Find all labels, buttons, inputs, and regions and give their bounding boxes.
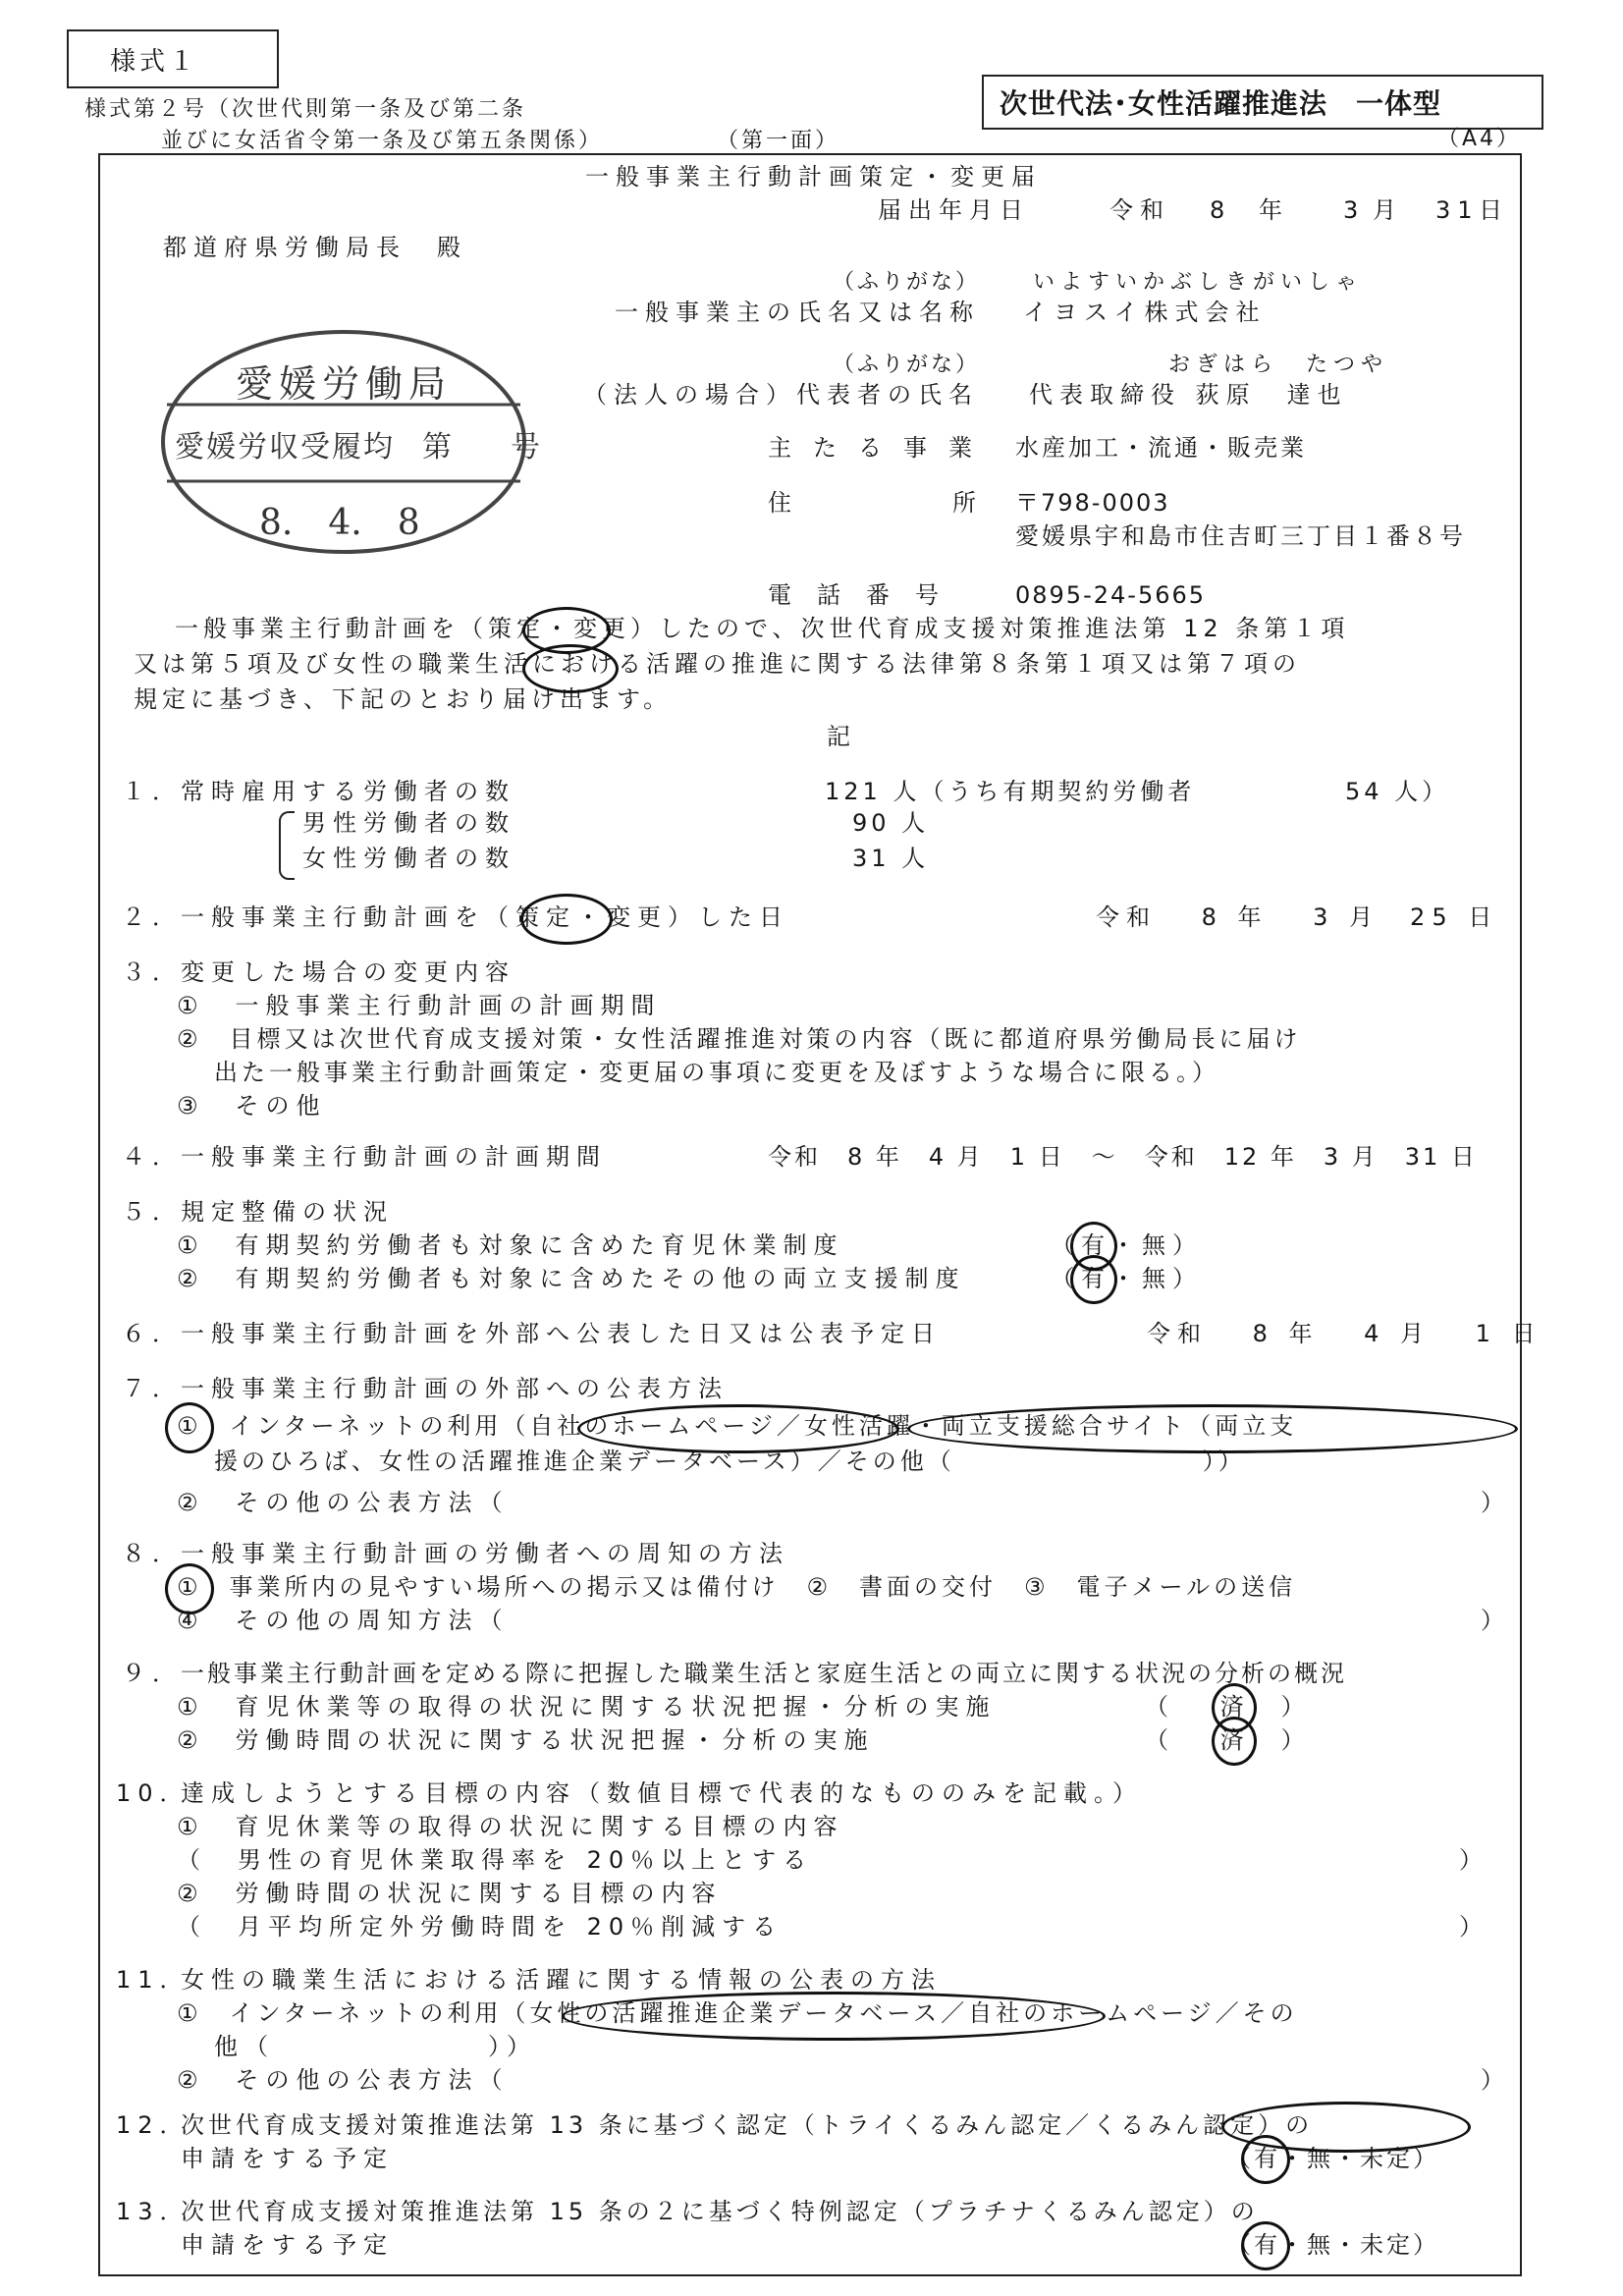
item13-number: 13． bbox=[116, 2198, 190, 2225]
form-number-line2: 並びに女活省令第一条及び第五条関係） bbox=[161, 129, 604, 153]
item10-option2: ② 労働時間の状況に関する目標の内容 bbox=[177, 1880, 723, 1907]
stamp-date: 8. 4. 8 bbox=[259, 503, 420, 543]
item9-option1-value: （ 済 ） bbox=[1145, 1693, 1312, 1721]
item7-option2-end: ） bbox=[1481, 1489, 1511, 1516]
postal-code: 〒798-0003 bbox=[1015, 489, 1170, 517]
law-type-label: 次世代法･女性活躍推進法 一体型 bbox=[1000, 87, 1442, 120]
item10-option1-detail: （ 男性の育児休業取得率を 20％以上とする bbox=[177, 1846, 814, 1874]
item1-male-label: 男性労働者の数 bbox=[302, 809, 515, 837]
item12-number: 12． bbox=[116, 2111, 190, 2139]
item11-number: 11． bbox=[116, 1966, 190, 1994]
item11-option2-end: ） bbox=[1481, 2066, 1511, 2094]
phone-label: 電話番号 bbox=[768, 581, 964, 609]
item5-number: ５． bbox=[122, 1198, 183, 1226]
item7-option2: ② その他の公表方法（ bbox=[177, 1489, 510, 1516]
form-number-line1: 様式第２号（次世代則第一条及び第二条 bbox=[84, 97, 527, 122]
item10-option2-detail: （ 月平均所定外労働時間を 20％削減する bbox=[177, 1913, 784, 1941]
item9-label: 一般事業主行動計画を定める際に把握した職業生活と家庭生活との両立に関する状況の分析の概況 bbox=[181, 1660, 1347, 1687]
item1-female: 31 人 bbox=[852, 845, 930, 872]
page-label: （第一面） bbox=[717, 129, 840, 153]
item9-option2: ② 労働時間の状況に関する状況把握・分析の実施 bbox=[177, 1726, 875, 1754]
item9-option1: ① 育児休業等の取得の状況に関する状況把握・分析の実施 bbox=[177, 1693, 997, 1721]
date-year: 8 bbox=[1210, 196, 1232, 224]
item13-label-b: 申請をする予定 bbox=[181, 2231, 394, 2259]
item5-option2-value: （有・無） bbox=[1051, 1265, 1203, 1292]
date-day: 31 bbox=[1435, 196, 1480, 224]
item10-option2-end: ） bbox=[1459, 1913, 1489, 1941]
date-label: 届出年月日 bbox=[878, 196, 1030, 224]
name-furigana-label: （ふりがな） bbox=[833, 270, 981, 295]
stamp-middle-text: 愛媛労収受履均 bbox=[175, 430, 395, 465]
item8-option4-end: ） bbox=[1481, 1607, 1511, 1634]
item6-number: ６． bbox=[122, 1320, 183, 1347]
name-label: 一般事業主の氏名又は名称 bbox=[615, 299, 980, 326]
item3-option2b: 出た一般事業主行動計画策定・変更届の事項に変更を及ぼすような場合に限る。） bbox=[214, 1059, 1219, 1086]
item6-date: 令和 8 年 4 月 1 日 bbox=[1147, 1320, 1542, 1347]
document-title: 一般事業主行動計画策定・変更届 bbox=[585, 163, 1042, 191]
company-name: イヨスイ株式会社 bbox=[1023, 299, 1267, 326]
item2-date: 令和 8 年 3 月 25 日 bbox=[1096, 903, 1499, 931]
item10-option1-end: ） bbox=[1459, 1846, 1489, 1874]
intro-line1: 一般事業主行動計画を（策定・変更）したので、次世代育成支援対策推進法第 12 条第１項 bbox=[175, 615, 1350, 642]
intro-line3: 規定に基づき、下記のとおり届け出ます。 bbox=[134, 685, 673, 713]
date-year-unit: 年 bbox=[1259, 196, 1289, 224]
item7-label: 一般事業主行動計画の外部への公表方法 bbox=[181, 1375, 729, 1402]
item6-label: 一般事業主行動計画を外部へ公表した日又は公表予定日 bbox=[181, 1320, 942, 1347]
item7-option1a: ① インターネットの利用（自社のホームページ／女性活躍・両立支援総合サイト（両立支 bbox=[177, 1412, 1298, 1440]
reception-stamp bbox=[157, 324, 540, 560]
item1-male: 90 人 bbox=[852, 809, 930, 837]
item9-number: ９． bbox=[122, 1660, 183, 1687]
item3-option2a: ② 目標又は次世代育成支援対策・女性活躍推進対策の内容（既に都道府県労働局長に届け bbox=[177, 1025, 1302, 1053]
form-tag: 様式１ bbox=[110, 47, 199, 77]
date-month: 3 bbox=[1343, 196, 1366, 224]
rep-furigana-label: （ふりがな） bbox=[833, 353, 981, 377]
item1-label: 常時雇用する労働者の数 bbox=[181, 778, 515, 805]
stamp-top-text: 愛媛労働局 bbox=[236, 362, 453, 406]
address-label-1: 住 bbox=[768, 489, 798, 517]
item13-label-a: 次世代育成支援対策推進法第 15 条の２に基づく特例認定（プラチナくるみん認定）の bbox=[181, 2198, 1259, 2225]
item4-label: 一般事業主行動計画の計画期間 bbox=[181, 1143, 607, 1171]
rep-label: （法人の場合）代表者の氏名 bbox=[583, 381, 979, 409]
item12-value: （有・無・未定） bbox=[1227, 2145, 1439, 2172]
date-day-unit: 日 bbox=[1479, 196, 1509, 224]
intro-line2: 又は第５項及び女性の職業生活における活躍の推進に関する法律第８条第１項又は第７項の bbox=[134, 650, 1301, 678]
item3-label: 変更した場合の変更内容 bbox=[181, 958, 515, 986]
item10-option1: ① 育児休業等の取得の状況に関する目標の内容 bbox=[177, 1813, 844, 1840]
item1-total: 121 人（うち有期契約労働者 bbox=[825, 778, 1196, 805]
date-era: 令和 bbox=[1109, 196, 1170, 224]
business: 水産加工・流通・販売業 bbox=[1015, 434, 1307, 462]
rep-name: 代表取締役 荻原 達也 bbox=[1029, 381, 1348, 409]
item8-option1: ① 事業所内の見やすい場所への掲示又は備付け ② 書面の交付 ③ 電子メールの送信 bbox=[177, 1573, 1297, 1601]
rep-furigana: おぎはら たつや bbox=[1168, 353, 1389, 377]
item8-number: ８． bbox=[122, 1540, 183, 1567]
item11-option1b: 他（ ）） bbox=[214, 2033, 537, 2060]
item11-option2: ② その他の公表方法（ bbox=[177, 2066, 510, 2094]
item5-option1-value: （有・無） bbox=[1051, 1231, 1203, 1259]
item4-period: 令和 8 年 4 月 1 日 ～ 令和 12 年 3 月 31 日 bbox=[768, 1143, 1478, 1171]
item11-option1a: ① インターネットの利用（女性の活躍推進企業データベース／自社のホームページ／その bbox=[177, 1999, 1298, 2027]
item11-label: 女性の職業生活における活躍に関する情報の公表の方法 bbox=[181, 1966, 942, 1994]
address-label-2: 所 bbox=[952, 489, 983, 517]
date-month-unit: 月 bbox=[1373, 196, 1403, 224]
item8-label: 一般事業主行動計画の労働者への周知の方法 bbox=[181, 1540, 789, 1567]
item2-label: 一般事業主行動計画を（策定・変更）した日 bbox=[181, 903, 789, 931]
item2-number: ２． bbox=[122, 903, 183, 931]
item7-option1b: 援のひろば、女性の活躍推進企業データベース）／その他（ ）） bbox=[214, 1448, 1246, 1475]
item5-option1: ① 有期契約労働者も対象に含めた育児休業制度 bbox=[177, 1231, 844, 1259]
item10-number: 10． bbox=[116, 1779, 190, 1807]
item9-option2-value: （ 済 ） bbox=[1145, 1726, 1312, 1754]
item1-bracket bbox=[279, 811, 295, 880]
item8-option4: ④ その他の周知方法（ bbox=[177, 1607, 510, 1634]
item4-number: ４． bbox=[122, 1143, 183, 1171]
stamp-number-text: 第 号 bbox=[422, 430, 540, 465]
phone: 0895-24-5665 bbox=[1015, 581, 1207, 609]
addressee: 都道府県労働局長 殿 bbox=[163, 234, 467, 261]
item1-female-label: 女性労働者の数 bbox=[302, 845, 515, 872]
item10-label: 達成しようとする目標の内容（数値目標で代表的なもののみを記載。） bbox=[181, 1779, 1143, 1807]
item3-number: ３． bbox=[122, 958, 183, 986]
item13-value: （有・無・未定） bbox=[1227, 2231, 1439, 2259]
item12-label-b: 申請をする予定 bbox=[181, 2145, 394, 2172]
item1-fixed-term: 54 人） bbox=[1345, 778, 1450, 805]
business-label: 主たる事業 bbox=[768, 434, 994, 462]
item12-label-a: 次世代育成支援対策推進法第 13 条に基づく認定（トライくるみん認定／くるみん認定）の bbox=[181, 2111, 1314, 2139]
name-furigana: いよすいかぶしきがいしゃ bbox=[1033, 270, 1364, 295]
item7-number: ７． bbox=[122, 1375, 183, 1402]
item3-option3: ③ その他 bbox=[177, 1092, 327, 1120]
item5-option2: ② 有期契約労働者も対象に含めたその他の両立支援制度 bbox=[177, 1265, 966, 1292]
item1-number: １． bbox=[122, 778, 183, 805]
item3-option1: ① 一般事業主行動計画の計画期間 bbox=[177, 992, 662, 1019]
ki-label: 記 bbox=[827, 723, 857, 750]
address: 愛媛県宇和島市住吉町三丁目１番８号 bbox=[1015, 522, 1466, 550]
paper-size: （A4） bbox=[1437, 127, 1522, 151]
item5-label: 規定整備の状況 bbox=[181, 1198, 394, 1226]
